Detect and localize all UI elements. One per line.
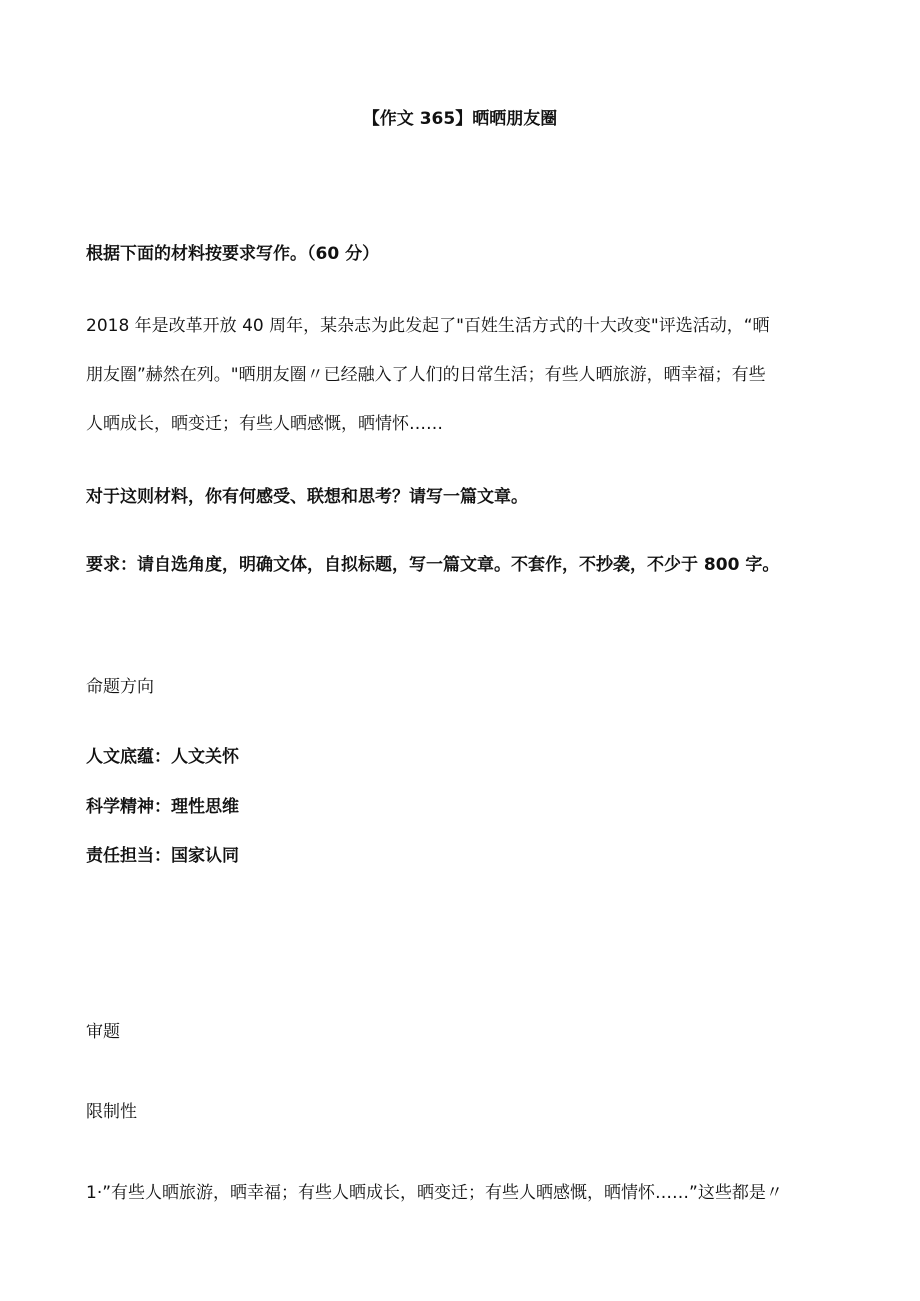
material-line-1: 2018 年是改革开放 40 周年，某杂志为此发起了"百姓生活方式的十大改变"评选活动，“晒 <box>86 316 770 336</box>
direction-item: 科学精神：理性思维 <box>86 797 239 817</box>
writing-requirement: 要求：请自选角度，明确文体，自拟标题，写一篇文章。不套作，不抄袭，不少于 800 字。 <box>86 555 780 575</box>
section-heading-limit: 限制性 <box>86 1102 137 1122</box>
direction-item: 人文底蕴：人文关怀 <box>86 747 239 767</box>
section-heading-direction: 命题方向 <box>86 677 154 697</box>
writing-instruction: 根据下面的材料按要求写作。（60 分） <box>86 244 380 264</box>
analysis-point-1: 1·”有些人晒旅游，晒幸福；有些人晒成长，晒变迁；有些人晒感慨，晒情怀……”这些都是〃 <box>86 1183 783 1203</box>
document-title: 【作文 365】晒晒朋友圈 <box>362 109 558 129</box>
material-line-3: 人晒成长，晒变迁；有些人晒感慨，晒情怀…… <box>86 414 443 434</box>
direction-item: 责任担当：国家认同 <box>86 846 239 866</box>
section-heading-review: 审题 <box>86 1022 120 1042</box>
writing-question: 对于这则材料，你有何感受、联想和思考？请写一篇文章。 <box>86 487 528 507</box>
material-line-2: 朋友圈”赫然在列。"晒朋友圈〃已经融入了人们的日常生活；有些人晒旅游，晒幸福；有些 <box>86 365 766 385</box>
